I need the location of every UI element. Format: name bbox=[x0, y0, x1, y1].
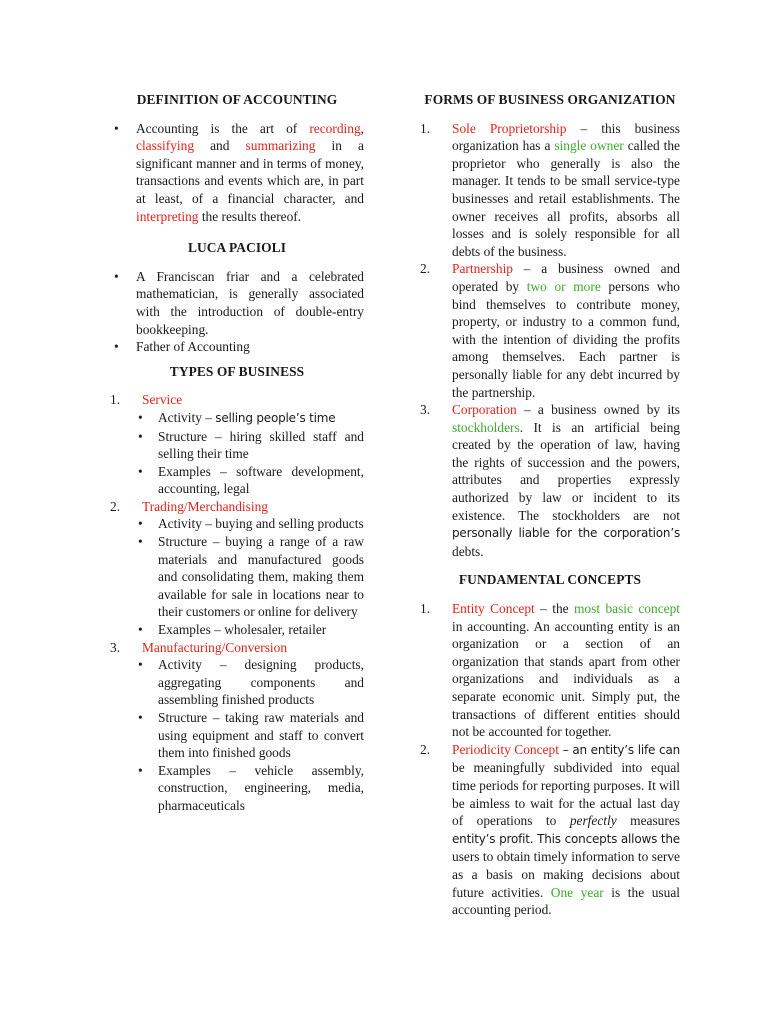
type-item-service bbox=[110, 391, 364, 409]
form-highlight: two or more bbox=[526, 278, 601, 294]
highlight-recording: recording bbox=[309, 120, 361, 136]
type-title: Service bbox=[142, 392, 183, 408]
detail-activity: • Activity – buying and selling products bbox=[110, 515, 364, 533]
text: personally liable for the corporation’s bbox=[452, 526, 680, 541]
right-column bbox=[420, 91, 680, 919]
concept-highlight: One year bbox=[550, 884, 604, 900]
concept-title: Entity Concept bbox=[452, 601, 535, 617]
form-item-corporation bbox=[420, 401, 680, 560]
text: selling people’s time bbox=[215, 410, 336, 425]
text: in accounting. An accounting entity is an organization or a section of an organization that stands apart from other organizations and individuals as a separate economic unit. Simply put, the transactions of different entities should not be accounted for together. bbox=[452, 618, 680, 740]
type-item-manufacturing bbox=[110, 639, 364, 657]
forms-heading: FORMS OF BUSINESS ORGANIZATION bbox=[424, 92, 676, 107]
text: , bbox=[360, 120, 364, 136]
form-title: Corporation bbox=[452, 402, 517, 418]
detail-examples: • Examples – software development, accounting, legal bbox=[110, 463, 364, 498]
text: be meaningfully subdivided into equal time periods for reporting purposes. It will be aimless to wait for the actual last day of operations to bbox=[452, 760, 680, 829]
definition-item bbox=[110, 120, 364, 226]
concepts-list bbox=[420, 600, 680, 919]
form-highlight: single owner bbox=[554, 138, 624, 154]
detail-structure: • Structure – buying a range of a raw materials and manufactured goods and consolidating them, making them available for sale in locations near to their customers or online for delivery bbox=[110, 533, 364, 621]
text: is the usual accounting period. bbox=[452, 884, 680, 918]
text: – the bbox=[534, 601, 575, 617]
text: the results thereof. bbox=[198, 208, 302, 224]
text: Activity – bbox=[158, 409, 216, 425]
item-number: 2. bbox=[420, 741, 431, 757]
pacioli-heading: LUCA PACIOLI bbox=[187, 240, 287, 256]
pacioli-item: • Father of Accounting bbox=[110, 338, 364, 356]
concepts-heading: FUNDAMENTAL CONCEPTS bbox=[458, 572, 642, 588]
form-highlight: stockholders bbox=[452, 419, 520, 435]
form-title: Partnership bbox=[452, 261, 513, 277]
text: users to obtain timely information to serve as a basis on making decisions about future activities. bbox=[452, 849, 680, 900]
item-number: 1. bbox=[420, 120, 431, 136]
definition-list bbox=[110, 120, 364, 226]
left-column bbox=[110, 91, 364, 815]
text: persons who bind themselves to contribute money, property, or industry to a common fund, with the intention of dividing the profits among themselves. Each partner is personally liable for any debt incurred by the partnership. bbox=[452, 278, 680, 400]
text: – a business owned by its bbox=[516, 402, 680, 418]
types-list bbox=[110, 498, 364, 516]
manufacturing-details bbox=[110, 656, 364, 814]
item-number: 2. bbox=[420, 261, 431, 277]
text: – this business organization has a bbox=[452, 120, 680, 154]
concept-highlight: most basic concept bbox=[574, 601, 680, 617]
type-item-trading bbox=[110, 498, 364, 516]
types-heading: TYPES OF BUSINESS bbox=[169, 363, 305, 379]
concept-item-entity bbox=[420, 600, 680, 741]
text: measures bbox=[616, 813, 680, 829]
service-details bbox=[110, 409, 364, 498]
text: Accounting is the art of bbox=[136, 120, 310, 136]
text: debts. bbox=[452, 543, 484, 559]
text: – a business owned and operated by bbox=[452, 261, 680, 294]
highlight-interpreting: interpreting bbox=[136, 208, 199, 224]
text: in a significant manner and in terms of money, transactions and events which are, in part at least, of a financial character, and bbox=[136, 138, 364, 206]
text: called the proprietor who generally is also the manager. It tends to be small service-type businesses and retail establishments. The owner receives all profits, absorbs all losses and is solely responsible for all debts of the business. bbox=[452, 138, 680, 259]
item-number: 3. bbox=[110, 639, 121, 655]
text: – an entity’s life can bbox=[558, 742, 680, 757]
item-number: 3. bbox=[420, 402, 431, 418]
detail-examples: • Examples – vehicle assembly, construction, engineering, media, pharmaceuticals bbox=[110, 762, 364, 815]
highlight-summarizing: summarizing bbox=[245, 138, 316, 154]
definition-heading: DEFINITION OF ACCOUNTING bbox=[136, 92, 338, 107]
forms-list bbox=[420, 120, 680, 561]
types-list bbox=[110, 391, 364, 409]
form-item-sole bbox=[420, 120, 680, 261]
item-number: 2. bbox=[110, 498, 121, 514]
pacioli-item: • A Franciscan friar and a celebrated mathematician, is generally associated with the introduction of double-entry bookkeeping. bbox=[110, 268, 364, 338]
detail-structure: • Structure – hiring skilled staff and selling their time bbox=[110, 428, 364, 463]
type-title: Trading/Merchandising bbox=[142, 498, 268, 514]
item-number: 1. bbox=[420, 601, 431, 617]
trading-details bbox=[110, 515, 364, 638]
detail-structure: • Structure – taking raw materials and using equipment and staff to convert them into finished goods bbox=[110, 709, 364, 762]
text: . It is an artificial being created by the operation of law, having the rights of succession and the powers, attributes and properties expressly authorized by law or incident to its existence. The stockholders are not bbox=[452, 419, 680, 523]
detail-examples: • Examples – wholesaler, retailer bbox=[110, 621, 364, 639]
detail-activity bbox=[110, 409, 364, 428]
text: and bbox=[194, 138, 246, 154]
item-number: 1. bbox=[110, 392, 121, 408]
highlight-classifying: classifying bbox=[136, 138, 195, 154]
detail-activity: • Activity – designing products, aggregating components and assembling finished products bbox=[110, 656, 364, 709]
form-item-partnership bbox=[420, 260, 680, 401]
types-list bbox=[110, 639, 364, 657]
type-title: Manufacturing/Conversion bbox=[142, 639, 288, 655]
pacioli-list bbox=[110, 268, 364, 356]
emphasis: perfectly bbox=[569, 813, 617, 829]
concept-item-periodicity bbox=[420, 741, 680, 919]
form-title: Sole Proprietorship bbox=[452, 120, 567, 136]
concept-title: Periodicity Concept bbox=[452, 741, 559, 757]
text: entity’s profit. This concepts allows the bbox=[452, 831, 680, 846]
